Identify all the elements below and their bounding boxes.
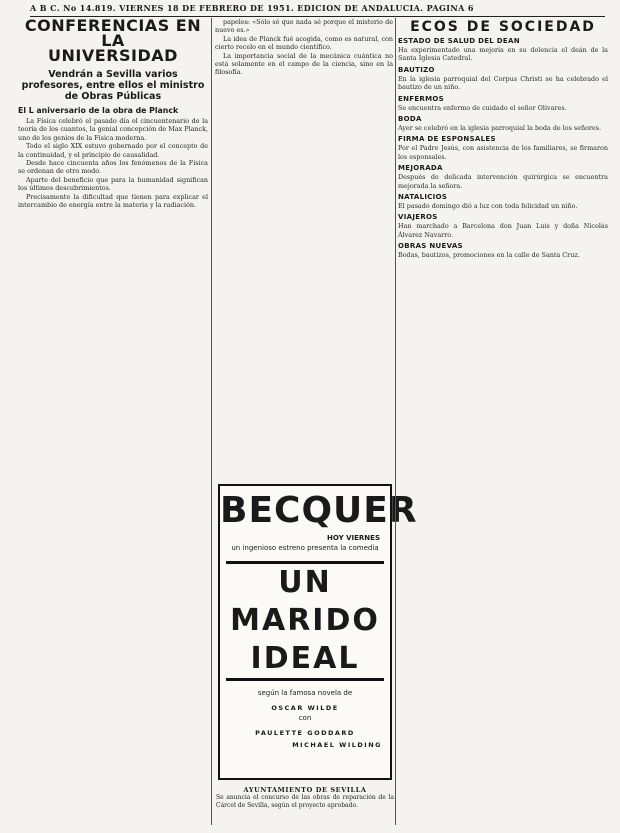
ad-author: OSCAR WILDE (271, 704, 339, 712)
column-2 (215, 18, 393, 478)
column-text: Se encuentra enfermo de cuidado el señor Olivares. (398, 103, 567, 112)
subsection-natalicios: NATALICIOS (398, 193, 448, 202)
section-title-conferencias: CONFERENCIAS EN LA (24, 18, 202, 50)
article-paragraph: La importancia social de la mecánica cuántica no está solamente en el campo de la ciencia, sino en la filosofía. (215, 51, 393, 77)
article-paragraph: Precisamente la dificultad que tienen para explicar el intercambio de energía entre la materia y la radiación. (18, 192, 208, 210)
column-text: Han marchado a Barcelona don Juan Luis y doña Nicolás Álvarez Navarro. (398, 222, 608, 239)
notice-body: Se anuncia el concurso de las obras de reparación de la Cárcel de Sevilla, según el proyecto aprobado. (216, 794, 394, 809)
ad-actor-2: MICHAEL WILDING (292, 741, 382, 749)
column-text: Después de delicada intervención quirúrgica se encuentra mejorada la señora. (398, 173, 608, 190)
article-paragraph: La idea de Planck fué acogida, como es natural, con cierto recelo en el mundo científico. (215, 34, 393, 52)
column-text: El pasado domingo dió a luz con toda felicidad un niño. (398, 202, 578, 211)
subsection-esponsales: FIRMA DE ESPONSALES (398, 135, 496, 144)
ad-film-title: UN MARIDO IDEAL (226, 561, 384, 681)
ad-today-label: HOY VIERNES (327, 534, 380, 542)
column-text: Ha experimentado una mejoría en su dolencia el deán de la Santa Iglesia Catedral. (398, 46, 608, 63)
column-text: Por el Padre Jesús, con asistencia de los familiares, se firmaron los esponsales. (398, 144, 608, 161)
subsection-salud: ESTADO DE SALUD DEL DEAN (398, 37, 520, 45)
ad-based-on: según la famosa novela de (257, 689, 353, 697)
section-title-universidad: UNIVERSIDAD (48, 46, 178, 65)
article-paragraph: Desde hace cincuenta años los fenómenos de la Física se ordenan de otro modo. (18, 159, 208, 176)
column-text: Bodas, bautizos, promociones en la calle de Santa Cruz. (398, 251, 580, 260)
ad-cinema-name: BECQUER (220, 490, 418, 531)
ayuntamiento-notice (216, 786, 394, 826)
ad-con: con (298, 714, 312, 722)
notice-heading: AYUNTAMIENTO DE SEVILLA (243, 786, 367, 794)
subsection-bautizo: BAUTIZO (398, 65, 435, 74)
page-header: A B C. No 14.819. VIERNES 18 DE FEBRERO DE 1951. EDICION DE ANDALUCIA. PAGINA 6 (30, 3, 605, 17)
subsection-boda: BODA (398, 115, 422, 124)
article-title-planck: El L aniversario de la obra de Planck (18, 106, 179, 115)
column-3 (398, 18, 608, 825)
article-paragraph: La Física celebró el pasado día el cincuentenario de la teoría de los cuantos, la genial concepción de Max Planck, uno de los genios de la Física moderna. (18, 117, 208, 142)
headline-vendran: Vendrán a Sevilla varios profesores, entre ellos el ministro de Obras Públicas (21, 69, 205, 102)
article-paragraph: Todo el siglo XIX estuvo gobernado por el concepto de la continuidad, y el principio de causalidad. (18, 142, 208, 159)
column-rule (211, 18, 212, 825)
subsection-obras-nuevas: OBRAS NUEVAS (398, 242, 463, 251)
column-rule (395, 18, 396, 825)
article-paragraph: papeles: «Sólo sé que nada sé porque el misterio de nuevo es.» (215, 18, 393, 35)
ad-tagline: un ingenioso estreno presenta la comedia (231, 544, 379, 552)
subsection-mejorada: MEJORADA (398, 164, 443, 173)
subsection-enfermos: ENFERMOS (398, 94, 444, 103)
ad-actor-1: PAULETTE GODDARD (255, 729, 355, 737)
column-text: Ayer se celebró en la iglesia parroquial la boda de los señores. (398, 124, 602, 133)
section-title-ecos: ECOS DE SOCIEDAD (410, 19, 596, 35)
column-1 (18, 18, 208, 825)
subsection-viajeros: VIAJEROS (398, 213, 438, 222)
article-paragraph: Aparte del beneficio que para la humanidad significan los últimos descubrimientos. (18, 175, 208, 193)
movie-advertisement (218, 484, 418, 780)
column-text: En la iglesia parroquial del Corpus Christi se ha celebrado el bautizo de un niño. (398, 74, 608, 92)
